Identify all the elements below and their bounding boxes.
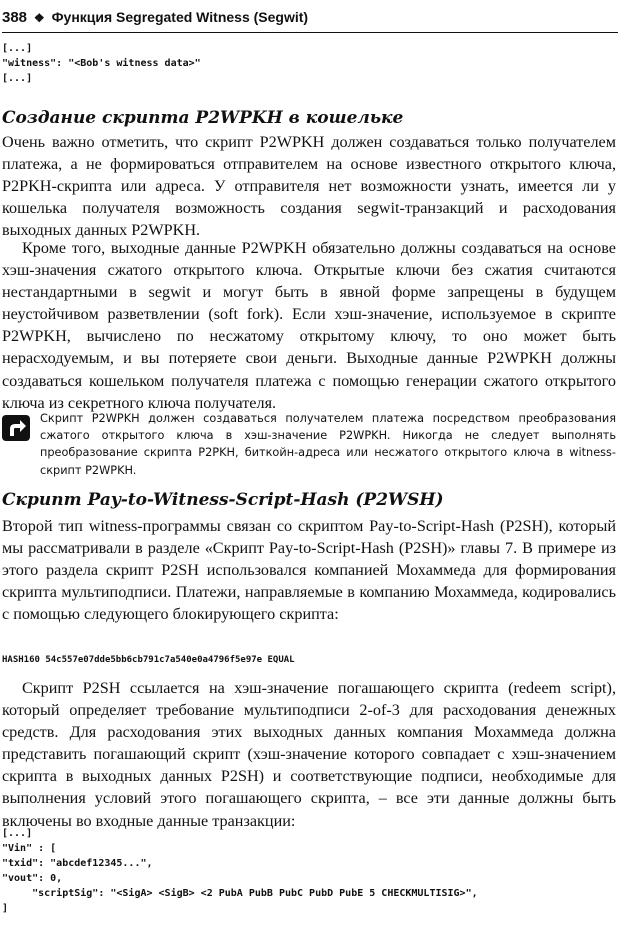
tip-arrow-icon xyxy=(2,415,30,441)
paragraph-p2wpkh-intro: Очень важно отметить, что скрипт P2WPKH должен создаваться только получателем платежа, а не формироваться отправителем на основе известного открытого ключа, P2PKH-скрипта или адреса. У отправителя нет возможности узнать, имеется ли у кошелька получателя возможность создания segwit-транзакций и расходования выходных данных P2WPKH. xyxy=(2,133,616,240)
paragraph-p2wpkh-compressed-key: Кроме того, выходные данные P2WPKH обязательно должны создаваться на основе хэш-значения сжатого открытого ключа. Открытые ключи без сжатия считаются нестандартными в segwit и могут быть в явной форме запрещены в будущем неустойчивом разветвлении (soft fork). Если хэш-значение, используемое в скрипте P2WPKH, вычислено по несжатому открытому ключу, то оно может быть нерасходуемым, и вы потеряете свои деньги. Выходные данные P2WPKH должны создаваться кошельком получателя платежа с помощью генерации сжатого открытого ключа из секретного ключа получателя. xyxy=(2,239,616,412)
tip-note: Скрипт P2WPKH должен создаваться получателем платежа посредством преобразования сжатого открытого ключа в хэш-значение P2WPKH. Никогда не следует выполнять преобразование скрипта P2PKH, биткойн-адреса или несжатого открытого ключа в witness-скрипт P2WPKH. xyxy=(40,412,616,477)
code-line-locking-script: HASH160 54c557e07dde5bb6cb791c7a540e0a4796f5e97e EQUAL xyxy=(2,655,295,665)
code-block-witness: [...] "witness": "<Bob's witness data>" [...] xyxy=(2,43,201,84)
header-rule xyxy=(2,32,618,33)
section-heading-p2wpkh: Создание скрипта P2WPKH в кошельке xyxy=(2,108,404,128)
section-heading-p2wsh: Скрипт Pay-to-Witness-Script-Hash (P2WSH) xyxy=(2,490,444,510)
running-header xyxy=(2,9,618,31)
page-number: 388 xyxy=(2,9,28,26)
paragraph-p2wsh-intro: Второй тип witness-программы связан со скриптом Pay-to-Script-Hash (P2SH), который мы рассматривали в разделе «Скрипт Pay-to-Script-Hash (P2SH)» главы 7. В примере из этого раздела скрипт P2SH использовался компанией Мохаммеда для формирования скрипта мультиподписи. Платежи, направляемые в компанию Мохаммеда, кодировались с помощью следующего блокирующего скрипта: xyxy=(2,517,616,624)
running-title: Функция Segregated Witness (Segwit) xyxy=(51,9,309,25)
header-separator: ❖ xyxy=(33,11,45,25)
code-block-transaction-input: [...] "Vin" : [ "txid": "abcdef12345...", "vout": 0, "scriptSig": "<SigA> <SigB> <2 PubA PubB PubC PubD PubE 5 CHECKMULTISIG>", ] xyxy=(2,828,478,914)
paragraph-p2sh-redeem-script: Скрипт P2SH ссылается на хэш-значение погашающего скрипта (redeem script), который определяет требование мультиподписи 2-of-3 для расходования денежных средств. Для расходования этих выходных данных компания Мохаммеда должна представить погашающий скрипт (хэш-значение которого совпадает с хэш-значением скрипта в выходных данных P2SH) и соответствующие подписи, необходимые для выполнения условий этого погашающего скрипта, – все эти данные должны быть включены во входные данные транзакции: xyxy=(2,679,616,830)
